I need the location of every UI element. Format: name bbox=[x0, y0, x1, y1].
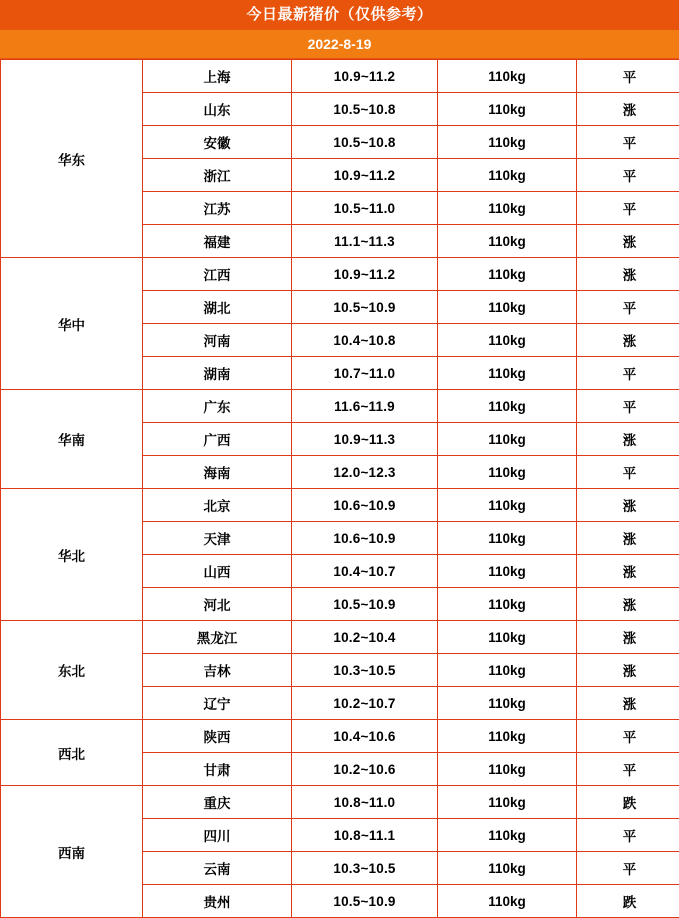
price-cell: 10.9~11.2 bbox=[292, 258, 438, 291]
province-cell: 浙江 bbox=[143, 159, 292, 192]
trend-cell: 涨 bbox=[577, 621, 679, 654]
province-cell: 四川 bbox=[143, 819, 292, 852]
province-cell: 北京 bbox=[143, 489, 292, 522]
weight-cell: 110kg bbox=[438, 720, 577, 753]
weight-cell: 110kg bbox=[438, 159, 577, 192]
province-cell: 黑龙江 bbox=[143, 621, 292, 654]
trend-cell: 涨 bbox=[577, 423, 679, 456]
trend-cell: 涨 bbox=[577, 654, 679, 687]
table-row bbox=[1, 786, 679, 819]
trend-cell: 平 bbox=[577, 390, 679, 423]
region-cell: 华东 bbox=[1, 60, 143, 258]
price-cell: 10.5~11.0 bbox=[292, 192, 438, 225]
province-cell: 福建 bbox=[143, 225, 292, 258]
price-cell: 10.2~10.6 bbox=[292, 753, 438, 786]
province-cell: 河南 bbox=[143, 324, 292, 357]
price-cell: 11.6~11.9 bbox=[292, 390, 438, 423]
trend-cell: 涨 bbox=[577, 555, 679, 588]
province-cell: 云南 bbox=[143, 852, 292, 885]
trend-cell: 涨 bbox=[577, 522, 679, 555]
price-cell: 10.4~10.8 bbox=[292, 324, 438, 357]
price-cell: 10.3~10.5 bbox=[292, 852, 438, 885]
trend-cell: 平 bbox=[577, 720, 679, 753]
weight-cell: 110kg bbox=[438, 819, 577, 852]
trend-cell: 涨 bbox=[577, 687, 679, 720]
province-cell: 广西 bbox=[143, 423, 292, 456]
trend-cell: 平 bbox=[577, 819, 679, 852]
trend-cell: 平 bbox=[577, 852, 679, 885]
province-cell: 河北 bbox=[143, 588, 292, 621]
province-cell: 甘肃 bbox=[143, 753, 292, 786]
weight-cell: 110kg bbox=[438, 357, 577, 390]
province-cell: 陕西 bbox=[143, 720, 292, 753]
trend-cell: 涨 bbox=[577, 225, 679, 258]
weight-cell: 110kg bbox=[438, 390, 577, 423]
province-cell: 山东 bbox=[143, 93, 292, 126]
province-cell: 安徽 bbox=[143, 126, 292, 159]
trend-cell: 涨 bbox=[577, 489, 679, 522]
price-cell: 10.2~10.7 bbox=[292, 687, 438, 720]
weight-cell: 110kg bbox=[438, 291, 577, 324]
trend-cell: 平 bbox=[577, 753, 679, 786]
province-cell: 贵州 bbox=[143, 885, 292, 918]
page-title: 今日最新猪价（仅供参考） bbox=[0, 0, 679, 30]
weight-cell: 110kg bbox=[438, 192, 577, 225]
weight-cell: 110kg bbox=[438, 852, 577, 885]
price-cell: 10.5~10.8 bbox=[292, 126, 438, 159]
price-cell: 10.5~10.9 bbox=[292, 291, 438, 324]
weight-cell: 110kg bbox=[438, 324, 577, 357]
region-cell: 西北 bbox=[1, 720, 143, 786]
price-cell: 10.5~10.9 bbox=[292, 885, 438, 918]
province-cell: 山西 bbox=[143, 555, 292, 588]
trend-cell: 平 bbox=[577, 456, 679, 489]
weight-cell: 110kg bbox=[438, 621, 577, 654]
price-cell: 10.5~10.9 bbox=[292, 588, 438, 621]
trend-cell: 平 bbox=[577, 357, 679, 390]
weight-cell: 110kg bbox=[438, 588, 577, 621]
price-cell: 11.1~11.3 bbox=[292, 225, 438, 258]
trend-cell: 跌 bbox=[577, 885, 679, 918]
trend-cell: 涨 bbox=[577, 258, 679, 291]
table-row bbox=[1, 60, 679, 93]
trend-cell: 平 bbox=[577, 192, 679, 225]
price-cell: 10.3~10.5 bbox=[292, 654, 438, 687]
price-cell: 10.4~10.7 bbox=[292, 555, 438, 588]
weight-cell: 110kg bbox=[438, 225, 577, 258]
province-cell: 海南 bbox=[143, 456, 292, 489]
weight-cell: 110kg bbox=[438, 60, 577, 93]
price-cell: 10.9~11.2 bbox=[292, 159, 438, 192]
weight-cell: 110kg bbox=[438, 522, 577, 555]
trend-cell: 涨 bbox=[577, 93, 679, 126]
region-cell: 西南 bbox=[1, 786, 143, 918]
province-cell: 重庆 bbox=[143, 786, 292, 819]
price-table bbox=[0, 59, 679, 918]
trend-cell: 涨 bbox=[577, 588, 679, 621]
weight-cell: 110kg bbox=[438, 258, 577, 291]
price-cell: 10.9~11.2 bbox=[292, 60, 438, 93]
province-cell: 江西 bbox=[143, 258, 292, 291]
price-cell: 10.5~10.8 bbox=[292, 93, 438, 126]
weight-cell: 110kg bbox=[438, 489, 577, 522]
trend-cell: 跌 bbox=[577, 786, 679, 819]
province-cell: 辽宁 bbox=[143, 687, 292, 720]
price-cell: 10.8~11.1 bbox=[292, 819, 438, 852]
price-cell: 10.7~11.0 bbox=[292, 357, 438, 390]
price-cell: 10.9~11.3 bbox=[292, 423, 438, 456]
price-cell: 12.0~12.3 bbox=[292, 456, 438, 489]
province-cell: 天津 bbox=[143, 522, 292, 555]
price-cell: 10.2~10.4 bbox=[292, 621, 438, 654]
weight-cell: 110kg bbox=[438, 786, 577, 819]
trend-cell: 平 bbox=[577, 291, 679, 324]
table-row bbox=[1, 258, 679, 291]
table-row bbox=[1, 720, 679, 753]
weight-cell: 110kg bbox=[438, 126, 577, 159]
price-table-body bbox=[1, 60, 679, 918]
trend-cell: 平 bbox=[577, 159, 679, 192]
region-cell: 华北 bbox=[1, 489, 143, 621]
province-cell: 吉林 bbox=[143, 654, 292, 687]
weight-cell: 110kg bbox=[438, 654, 577, 687]
trend-cell: 平 bbox=[577, 60, 679, 93]
price-cell: 10.8~11.0 bbox=[292, 786, 438, 819]
weight-cell: 110kg bbox=[438, 456, 577, 489]
weight-cell: 110kg bbox=[438, 423, 577, 456]
weight-cell: 110kg bbox=[438, 555, 577, 588]
price-cell: 10.4~10.6 bbox=[292, 720, 438, 753]
price-cell: 10.6~10.9 bbox=[292, 522, 438, 555]
region-cell: 华南 bbox=[1, 390, 143, 489]
region-cell: 华中 bbox=[1, 258, 143, 390]
date-label: 2022-8-19 bbox=[0, 30, 679, 59]
weight-cell: 110kg bbox=[438, 93, 577, 126]
region-cell: 东北 bbox=[1, 621, 143, 720]
price-cell: 10.6~10.9 bbox=[292, 489, 438, 522]
table-row bbox=[1, 390, 679, 423]
trend-cell: 平 bbox=[577, 126, 679, 159]
province-cell: 江苏 bbox=[143, 192, 292, 225]
weight-cell: 110kg bbox=[438, 687, 577, 720]
trend-cell: 涨 bbox=[577, 324, 679, 357]
province-cell: 广东 bbox=[143, 390, 292, 423]
weight-cell: 110kg bbox=[438, 885, 577, 918]
province-cell: 上海 bbox=[143, 60, 292, 93]
province-cell: 湖北 bbox=[143, 291, 292, 324]
province-cell: 湖南 bbox=[143, 357, 292, 390]
weight-cell: 110kg bbox=[438, 753, 577, 786]
table-row bbox=[1, 621, 679, 654]
table-row bbox=[1, 489, 679, 522]
